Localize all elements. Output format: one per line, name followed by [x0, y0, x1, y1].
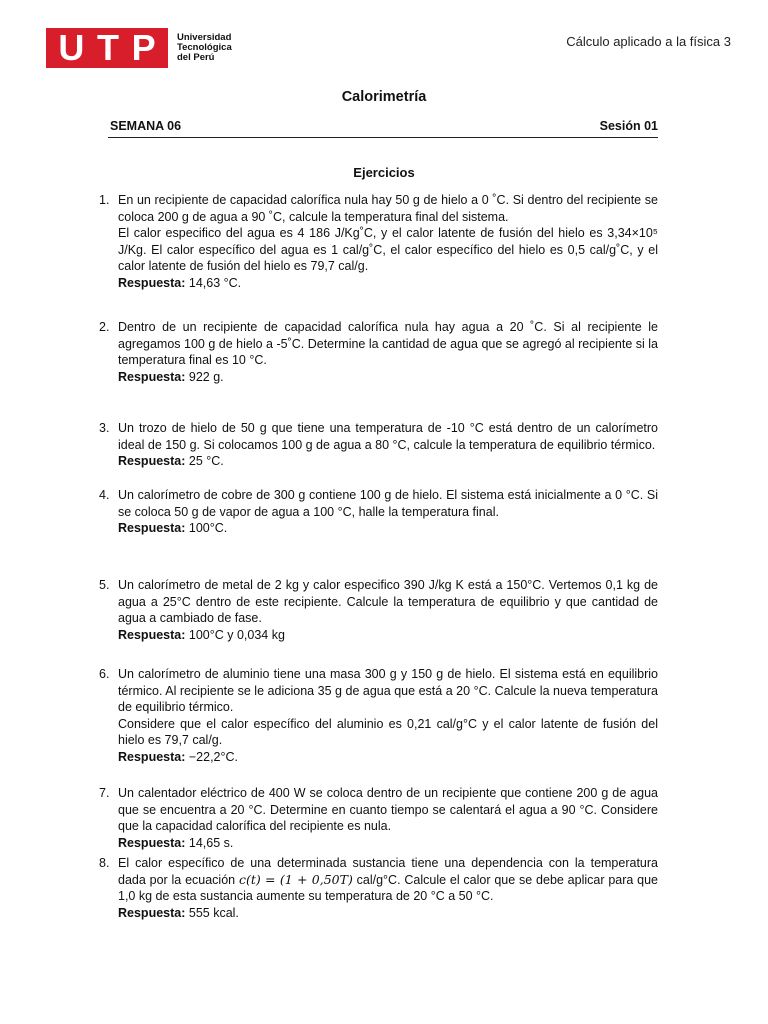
exercise-text: Dentro de un recipiente de capacidad calorífica nula hay agua a 20 ˚C. Si al recipiente le agregamos 100 g de hielo a -5˚C. Determine la cantidad de agua que se agregó al recipiente si la temperatura final es 10 °C. — [118, 320, 658, 368]
exercise-answer — [118, 520, 658, 537]
exercise-answer — [118, 369, 658, 386]
section-title: Ejercicios — [353, 165, 415, 180]
exercise-text: Considere que el calor específico del aluminio es 0,21 cal/g°C y el calor latente de fusión del hielo es 79,7 cal/g. — [118, 716, 658, 748]
exercise-answer — [118, 453, 658, 470]
week-label: SEMANA 06 — [110, 119, 182, 133]
answer-value: 25 °C. — [185, 454, 224, 469]
exercise-number: 1. — [99, 193, 110, 207]
course-name: Cálculo aplicado a la física 3 — [566, 34, 731, 49]
exercise-number: 3. — [99, 421, 110, 435]
exercise-text: Un calentador eléctrico de 400 W se coloca dentro de un recipiente que contiene 200 g de agua que se encuentra a 20 °C. Determine en cuanto tiempo se calentará el agua a 90 °C. Considere que la capacidad calorífica del recipiente es nula. — [118, 786, 658, 834]
exercise-number: 5. — [99, 578, 110, 592]
week-session-row — [108, 119, 658, 138]
answer-label: Respuesta: — [118, 627, 186, 642]
exercise-3 — [99, 420, 658, 470]
answer-label: Respuesta: — [118, 454, 186, 469]
exercise-answer — [118, 835, 658, 852]
document-title: Calorimetría — [341, 89, 427, 105]
exercise-answer — [118, 905, 658, 922]
exercise-text-pre: El calor específico de una determinada sustancia tiene una dependencia con la temperatura dada por la ecuación — [118, 856, 658, 887]
formula: c(t) = (1 + 0,50T) — [238, 871, 353, 887]
logo-letter-u: U — [58, 27, 85, 68]
exercise-answer — [118, 627, 658, 644]
exercise-text — [118, 855, 658, 905]
utp-logo-box — [46, 28, 168, 68]
exercise-number: 2. — [99, 320, 110, 334]
answer-value: 922 g. — [185, 369, 224, 384]
session-label: Sesión 01 — [599, 119, 658, 133]
logo-line-2: Tecnológica — [177, 42, 232, 53]
answer-label: Respuesta: — [118, 835, 186, 850]
logo-letter-p: P — [131, 27, 156, 68]
exercise-answer — [118, 749, 658, 766]
answer-value: −22,2°C. — [185, 749, 238, 764]
exercise-text: En un recipiente de capacidad calorífica nula hay 50 g de hielo a 0 ˚C. Si dentro del recipiente se coloca 200 g de agua a 90 ˚C, calcule la temperatura final del sistema. — [118, 193, 658, 224]
answer-value: 100°C. — [185, 521, 228, 536]
exercise-text-post: cal/g°C. Calcule el calor que se debe aplicar para que 1,0 kg de esta sustancia aumente su temperatura de 20 °C a 50 °C. — [118, 872, 659, 904]
utp-logo — [46, 27, 232, 69]
exercise-8 — [99, 855, 659, 921]
exercise-number: 4. — [99, 488, 110, 502]
answer-label: Respuesta: — [118, 275, 186, 290]
answer-label: Respuesta: — [118, 521, 186, 536]
exercise-5 — [99, 577, 658, 643]
exercise-number: 7. — [99, 786, 110, 800]
exercise-answer — [118, 275, 658, 292]
answer-value: 555 kcal. — [185, 905, 239, 920]
exercise-4 — [99, 487, 658, 537]
answer-label: Respuesta: — [118, 749, 186, 764]
exercise-6 — [99, 666, 658, 766]
exercise-text: Un trozo de hielo de 50 g que tiene una temperatura de -10 °C está dentro de un calorímetro ideal de 150 g. Si colocamos 100 g de agua a 80 °C, calcule la temperatura de equilibrio térmico. — [118, 421, 658, 452]
logo-text — [177, 33, 232, 63]
logo-line-1: Universidad — [177, 32, 232, 43]
answer-label: Respuesta: — [118, 905, 186, 920]
exercise-text: Un calorímetro de metal de 2 kg y calor especifico 390 J/kg K está a 150°C. Vertemos 0,1 kg de agua a 25°C dentro de este recipiente. Calcule la temperatura de equilibrio y que cantidad de agua a cambiado de fase. — [118, 578, 658, 626]
logo-line-3: del Perú — [177, 52, 215, 63]
exercise-number: 6. — [99, 667, 110, 681]
exercise-text: Un calorímetro de cobre de 300 g contiene 100 g de hielo. El sistema está inicialmente a 0 °C. Si se coloca 50 g de vapor de agua a 100 °C, halle la temperatura final. — [118, 488, 658, 519]
exercise-text: El calor especifico del agua es 4 186 J/Kg˚C, y el calor latente de fusión del hielo es 3,34×10⁵ J/Kg. El calor específico del agua es 1 cal/g˚C, el calor específico del hielo es 0,5 cal/g˚C, y el calor latente de fusión del hielo es 79,7 cal/g. — [118, 226, 658, 274]
exercise-text: Un calorímetro de aluminio tiene una masa 300 g y 150 g de hielo. El sistema está en equilibrio térmico. Al recipiente se le adiciona 35 g de agua que está a 20 °C. Calcule la nueva temperatura de equilibrio térmico. — [118, 667, 658, 715]
exercise-2 — [99, 319, 658, 385]
answer-label: Respuesta: — [118, 369, 186, 384]
exercise-number: 8. — [99, 856, 110, 870]
exercise-1 — [99, 192, 658, 292]
logo-letter-t: T — [96, 27, 119, 68]
answer-value: 100°C y 0,034 kg — [185, 627, 285, 642]
answer-value: 14,65 s. — [185, 835, 234, 850]
answer-value: 14,63 °C. — [185, 275, 242, 290]
exercise-7 — [99, 785, 658, 851]
